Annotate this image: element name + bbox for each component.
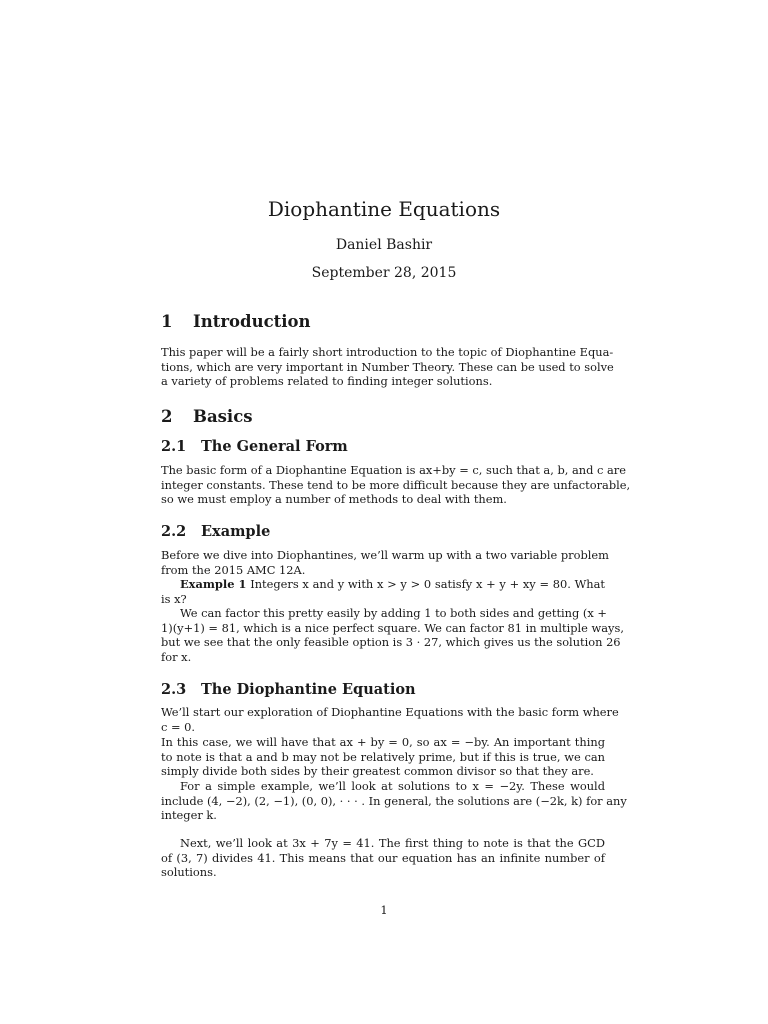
text-line: of (3, 7) divides 41. This means that our equation has an infinite number of <box>161 850 605 865</box>
subsection-diophantine-equation-heading <box>161 681 416 698</box>
text-line: from the 2015 AMC 12A. <box>161 562 306 577</box>
example-intro-paragraph <box>161 548 609 577</box>
text-line: so we must employ a number of methods to deal with them. <box>161 492 507 507</box>
diophantine-paragraph-3 <box>161 779 627 823</box>
paper-title: Diophantine Equations <box>267 197 501 221</box>
text-line: include (4, −2), (2, −1), (0, 0), · · · . In general, the solutions are (−2k, k) for any <box>161 793 627 808</box>
text-line: We can factor this pretty easily by adding 1 to both sides and getting (x + <box>180 606 607 620</box>
text-line: Before we dive into Diophantines, we’ll warm up with a two variable problem <box>161 548 609 562</box>
example-problem <box>161 577 605 606</box>
subsection-title: Example <box>201 523 271 540</box>
diophantine-paragraph-4 <box>161 836 605 880</box>
text-line: For a simple example, we’ll look at solutions to x = −2y. These would <box>180 779 605 793</box>
text-line: solutions. <box>161 865 217 880</box>
subsection-number: 2.1 <box>161 438 187 455</box>
text-line: integer k. <box>161 808 217 823</box>
section-basics-heading <box>161 407 253 426</box>
section-title: Basics <box>193 407 253 426</box>
subsection-number: 2.2 <box>161 523 187 540</box>
subsection-title: The General Form <box>201 438 348 455</box>
text-line: to note is that a and b may not be relatively prime, but if this is true, we can <box>161 749 605 764</box>
text-line: c = 0. <box>161 719 196 734</box>
text-line: for x. <box>161 649 192 664</box>
section-introduction-heading <box>161 312 311 331</box>
text-line: Next, we’ll look at 3x + 7y = 41. The first thing to note is that the GCD <box>180 836 605 850</box>
text-line: is x? <box>161 591 187 606</box>
subsection-general-form-heading <box>161 438 348 455</box>
publication-date: September 28, 2015 <box>311 265 457 281</box>
text-line: The basic form of a Diophantine Equation is ax+by = c, such that a, b, and c are <box>161 463 626 477</box>
subsection-example-heading <box>161 523 270 540</box>
author-name: Daniel Bashir <box>335 237 433 253</box>
text-line: We’ll start our exploration of Diophantine Equations with the basic form where <box>161 705 619 719</box>
section-number: 1 <box>161 312 173 331</box>
subsection-number: 2.3 <box>161 681 187 698</box>
text-line: but we see that the only feasible option is 3 · 27, which gives us the solution 26 <box>161 635 621 650</box>
subsection-title: The Diophantine Equation <box>201 681 416 698</box>
text-line: 1)(y+1) = 81, which is a nice perfect square. We can factor 81 in multiple ways, <box>161 620 624 635</box>
page-number: 1 <box>380 903 388 917</box>
text-line: In this case, we will have that ax + by = 0, so ax = −by. An important thing <box>161 735 605 749</box>
general-form-paragraph <box>161 463 631 507</box>
text-line: tions, which are very important in Number Theory. These can be used to solve <box>161 359 614 374</box>
text-line: a variety of problems related to finding integer solutions. <box>161 374 493 389</box>
diophantine-paragraph-1 <box>161 705 619 734</box>
section-title: Introduction <box>193 312 311 331</box>
diophantine-paragraph-2 <box>161 735 605 779</box>
example-solution-paragraph <box>161 606 624 664</box>
text-line: This paper will be a fairly short introduction to the topic of Diophantine Equa- <box>161 345 614 359</box>
example-label: Example 1 <box>180 577 247 591</box>
introduction-paragraph <box>161 345 614 389</box>
text-line <box>161 577 605 592</box>
text-line: simply divide both sides by their greatest common divisor so that they are. <box>161 764 594 779</box>
text-line: integer constants. These tend to be more difficult because they are unfactorable, <box>161 477 631 492</box>
section-number: 2 <box>161 407 173 426</box>
example-statement: Integers x and y with x > y > 0 satisfy x + y + xy = 80. What <box>250 577 606 591</box>
